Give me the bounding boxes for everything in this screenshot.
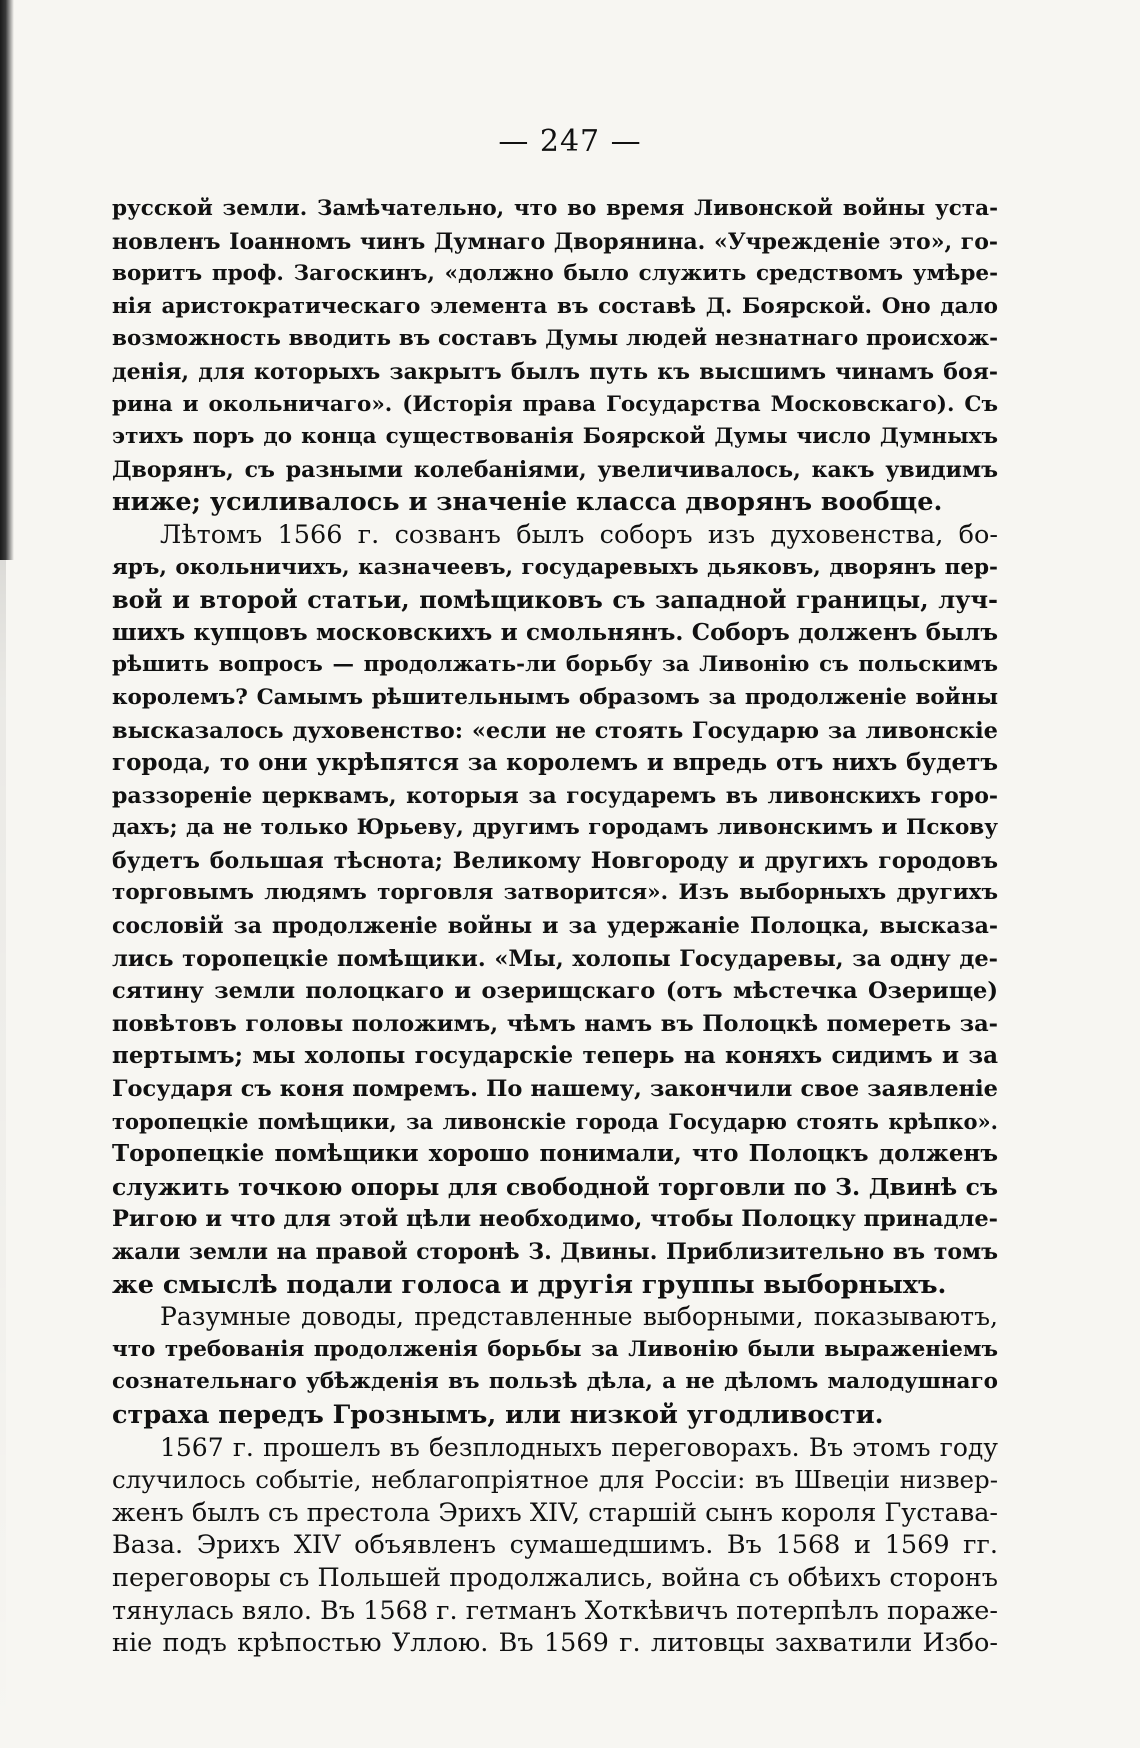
text-line: высказалось духовенство: «если не стоять Государю за ливонскіе [112,717,998,744]
text-line: возможность вводить въ составъ Думы людей незнатнаго происхож- [112,326,998,352]
text-line: денія, для которыхъ закрытъ былъ путь къ высшимъ чинамъ боя- [112,358,998,385]
text-line: ниже; усиливалось и значеніе класса дворянъ вообще. [112,487,943,518]
text-line: случилось событіе, неблагопріятное для Россіи: въ Швеціи низвер- [112,1465,998,1495]
text-line: рина и окольничаго». (Исторія права Государства Московскаго). Съ [112,391,998,417]
text-line: новленъ Іоанномъ чинъ Думнаго Дворянина. «Учрежденіе это», го- [112,228,998,255]
body-text [112,193,998,1660]
text-line: женъ былъ съ престола Эрихъ XIV, старшій сынъ короля Густава- [112,1497,998,1528]
text-line: Ваза. Эрихъ XIV объявленъ сумашедшимъ. Въ 1568 и 1569 гг. [112,1530,998,1561]
text-line: переговоры съ Польшей продолжались, война съ обѣихъ сторонъ [112,1562,998,1593]
text-line: пертымъ; мы холопы государскіе теперь на коняхъ сидимъ и за [112,1042,998,1070]
text-line: лись торопецкіе помѣщики. «Мы, холопы Государевы, за одну де- [112,945,998,972]
text-line: рѣшить вопросъ — продолжать-ли борьбу за Ливонію съ польскимъ [112,652,998,678]
text-line: вой и второй статьи, помѣщиковъ съ западной границы, луч- [112,585,998,615]
text-line: Дворянъ, съ разными колебаніями, увеличивалось, какъ увидимъ [112,456,998,483]
text-line: торговымъ людямъ торговля затворится». Изъ выборныхъ другихъ [112,880,998,906]
text-line: 1567 г. прошелъ въ безплодныхъ переговорахъ. Въ этомъ году [160,1432,998,1462]
text-line: Разумные доводы, представленные выборными, показываютъ, [160,1302,998,1332]
text-line: русской земли. Замѣчательно, что во время Ливонской войны уста- [112,196,998,221]
text-line: Торопецкіе помѣщики хорошо понимали, что Полоцкъ долженъ [112,1140,998,1168]
text-line: королемъ? Самымъ рѣшительнымъ образомъ за продолженіе войны [112,684,998,710]
text-line: Государя съ коня помремъ. По нашему, закончили свое заявленіе [112,1076,998,1103]
text-line: что требованія продолженія борьбы за Ливонію были выраженіемъ [112,1336,998,1362]
text-line: дахъ; да не только Юрьеву, другимъ городамъ ливонскимъ и Пскову [112,815,998,841]
text-line: сословій за продолженіе войны и за удержаніе Полоцка, высказа- [112,913,998,940]
text-line: будетъ большая тѣснота; Великому Новгороду и другихъ городовъ [112,847,998,874]
text-line: нія аристократическаго элемента въ составѣ Д. Боярской. Оно дало [112,293,998,319]
text-line: повѣтовъ головы положимъ, чѣмъ намъ въ Полоцкѣ помереть за- [112,1010,998,1037]
text-line: сознательнаго убѣжденія въ пользѣ дѣла, а не дѣломъ малодушнаго [112,1369,998,1395]
text-line: торопецкіе помѣщики, за ливонскіе города Государю стоять крѣпко». [112,1108,998,1134]
text-line: ніе подъ крѣпостью Уллою. Въ 1569 г. литовцы захватили Избо- [112,1628,998,1659]
text-line: этихъ поръ до конца существованія Боярской Думы число Думныхъ [112,424,998,450]
page-number: — 247 — [498,124,642,159]
text-line: жали земли на правой сторонѣ З. Двины. Приблизительно въ томъ [112,1239,998,1265]
text-line: страха передъ Грознымъ, или низкой угодливости. [112,1399,884,1430]
text-line: тянулась вяло. Въ 1568 г. гетманъ Хоткѣвичъ потерпѣлъ пораже- [112,1595,998,1626]
text-line: шихъ купцовъ московскихъ и смольнянъ. Соборъ долженъ былъ [112,618,998,646]
text-line: Лѣтомъ 1566 г. созванъ былъ соборъ изъ духовенства, бо- [160,519,998,550]
text-line: же смыслѣ подали голоса и другія группы выборныхъ. [112,1269,947,1300]
text-line: города, то они укрѣпятся за королемъ и впредь отъ нихъ будетъ [112,749,998,777]
text-line: Ригою и что для этой цѣли необходимо, чтобы Полоцку принадле- [112,1206,998,1233]
text-line: яръ, окольничихъ, казначеевъ, государевыхъ дьяковъ, дворянъ пер- [112,554,998,580]
text-line: раззореніе церквамъ, которыя за государемъ въ ливонскихъ горо- [112,782,998,809]
binding-edge [0,0,14,560]
text-line: сятину земли полоцкаго и озерищскаго (отъ мѣстечка Озерище) [112,978,998,1005]
text-line: воритъ проф. Загоскинъ, «должно было служить средствомъ умѣре- [112,261,998,287]
text-line: служить точкою опоры для свободной торговли по З. Двинѣ съ [112,1172,998,1201]
